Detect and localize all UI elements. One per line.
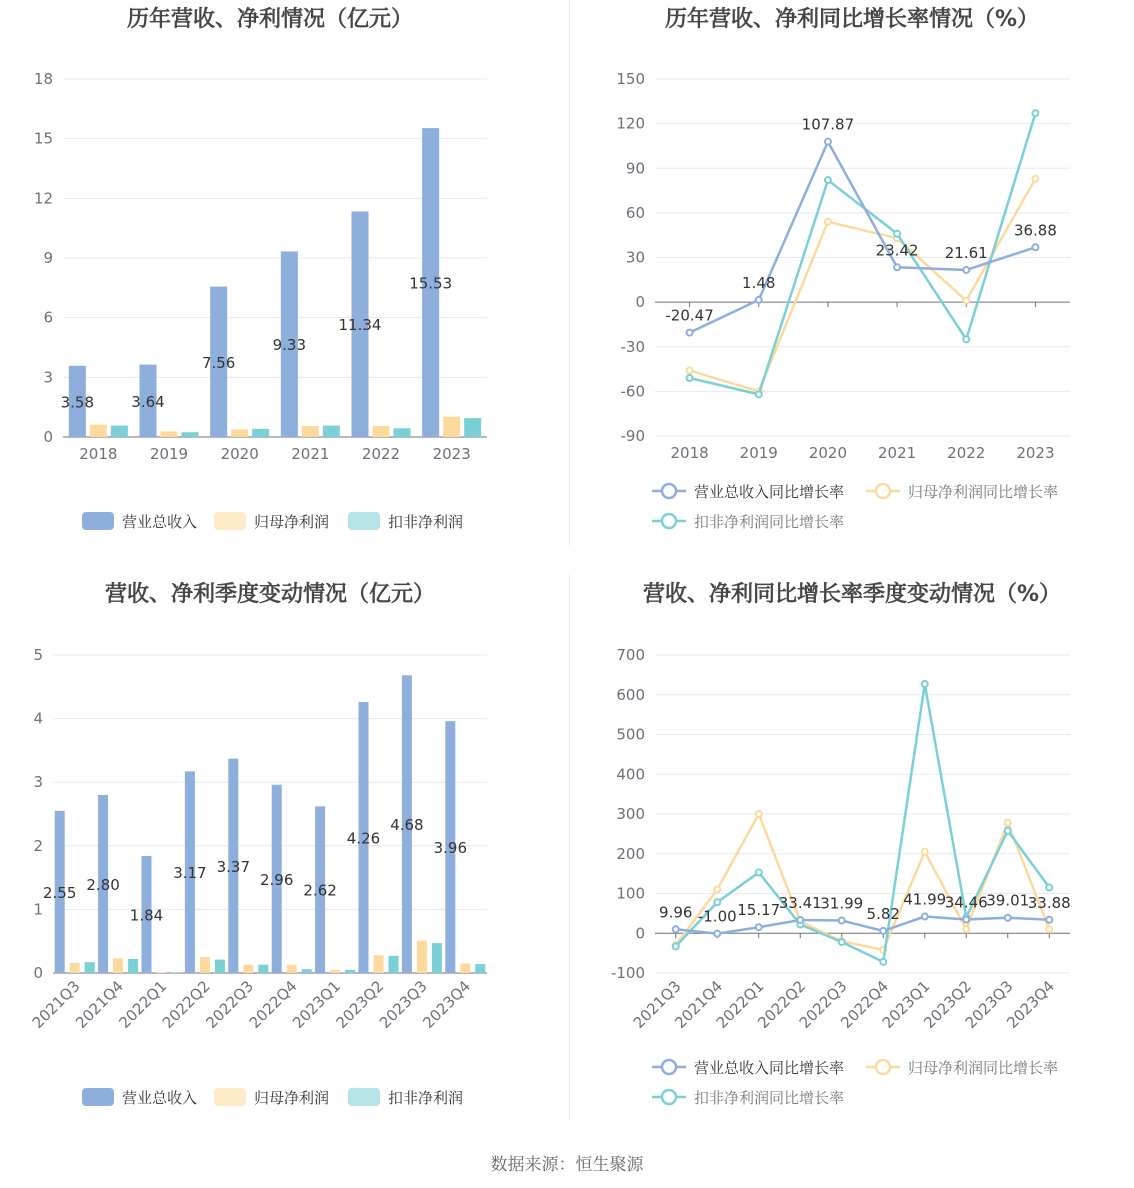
x-tick-label: 2022Q1 (115, 977, 171, 1032)
data-point (1005, 820, 1011, 826)
data-point (963, 267, 969, 273)
data-label: 33.41 (778, 893, 822, 912)
data-label: 107.87 (801, 115, 855, 134)
data-label: 3.17 (173, 864, 207, 883)
data-point (880, 959, 886, 965)
y-tick-label: 400 (616, 765, 645, 784)
data-label: 11.34 (338, 316, 382, 335)
bar (85, 962, 95, 973)
bar (330, 970, 340, 973)
data-label: 2.80 (86, 875, 120, 894)
bar (243, 965, 253, 973)
legend-label: 扣非净利润同比增长率 (694, 513, 845, 531)
data-label: 34.46 (944, 893, 988, 912)
y-tick-label: 0 (33, 964, 43, 982)
x-tick-label: 2022Q1 (712, 977, 768, 1032)
data-label: 4.68 (390, 816, 424, 835)
bar (432, 943, 442, 973)
data-point (797, 917, 803, 923)
data-point (673, 926, 679, 932)
y-tick-label: 0 (43, 428, 53, 446)
data-point (756, 391, 762, 397)
data-point (687, 368, 693, 374)
x-tick-label: 2022Q4 (837, 977, 893, 1032)
x-tick-label: 2022Q3 (795, 977, 851, 1032)
data-point (825, 177, 831, 183)
data-label: 2.62 (303, 881, 337, 900)
y-tick-label: 150 (616, 70, 645, 88)
data-label: 3.37 (216, 857, 251, 876)
data-point (922, 681, 928, 687)
bar (443, 417, 460, 437)
data-label: 23.42 (875, 241, 919, 260)
x-tick-label: 2021Q4 (671, 977, 727, 1032)
data-point (1046, 885, 1052, 891)
y-tick-label: 2 (33, 836, 43, 855)
x-tick-label: 2022 (361, 445, 401, 463)
x-tick-label: 2022Q2 (754, 977, 810, 1032)
data-point (1046, 917, 1052, 923)
data-label: 36.88 (1013, 221, 1057, 240)
legend-marker (876, 484, 890, 498)
data-point (756, 924, 762, 930)
y-tick-label: 500 (616, 725, 645, 744)
bar (90, 425, 107, 437)
data-point (922, 849, 928, 855)
y-tick-label: 15 (33, 129, 53, 148)
data-point (673, 943, 679, 949)
annual-revenue-profit-chart (0, 0, 569, 545)
y-tick-label: 4 (33, 709, 43, 728)
y-tick-label: 100 (616, 884, 645, 903)
bar (252, 429, 269, 437)
data-label: -20.47 (665, 306, 714, 325)
x-tick-label: 2019 (149, 445, 189, 463)
y-tick-label: 600 (616, 685, 645, 704)
data-label: 21.61 (944, 243, 988, 262)
x-tick-label: 2022Q2 (158, 977, 214, 1032)
data-point (922, 914, 928, 920)
x-tick-label: 2023Q4 (419, 977, 475, 1032)
legend-label: 营业总收入同比增长率 (694, 1059, 845, 1077)
bar (113, 958, 123, 973)
x-tick-label: 2018 (670, 444, 709, 462)
legend-label: 营业总收入 (122, 513, 198, 531)
bar (464, 418, 481, 437)
data-point (1032, 176, 1038, 182)
data-point (687, 375, 693, 381)
legend-marker (662, 1060, 676, 1074)
y-tick-label: 9 (43, 249, 53, 267)
y-tick-label: 90 (625, 159, 645, 178)
x-tick-label: 2023Q3 (961, 977, 1017, 1032)
bar (374, 955, 384, 973)
bar (157, 972, 167, 973)
y-tick-label: 120 (616, 114, 645, 133)
legend-label: 归母净利润同比增长率 (908, 1059, 1059, 1077)
data-point (963, 336, 969, 342)
x-tick-label: 2021 (877, 444, 917, 462)
bar (215, 960, 225, 973)
data-label: 3.58 (60, 393, 95, 412)
data-label: 2.55 (42, 883, 77, 902)
bar (460, 963, 470, 973)
data-label: 7.56 (201, 353, 236, 372)
data-point (880, 928, 886, 934)
x-tick-label: 2022Q3 (202, 977, 258, 1032)
series-line (690, 142, 1036, 333)
bar (161, 431, 178, 437)
legend-label: 扣非净利润 (388, 513, 464, 531)
data-label: 39.01 (986, 891, 1030, 910)
x-tick-label: 2023Q2 (332, 977, 388, 1032)
legend-label: 扣非净利润同比增长率 (694, 1089, 845, 1107)
legend-marker (662, 514, 676, 528)
data-label: 2.96 (259, 870, 294, 889)
y-tick-label: 60 (625, 203, 645, 222)
y-tick-label: 3 (33, 773, 43, 792)
legend-marker (876, 1060, 890, 1074)
y-tick-label: 5 (33, 646, 43, 664)
data-point (894, 231, 900, 237)
data-point (839, 918, 845, 924)
x-tick-label: 2020 (808, 444, 848, 462)
y-tick-label: 700 (616, 646, 645, 664)
x-tick-label: 2023Q1 (289, 977, 344, 1032)
y-tick-label: 18 (33, 70, 53, 88)
bar (302, 969, 312, 973)
legend-label: 归母净利润 (254, 1089, 330, 1107)
x-tick-label: 2021Q4 (72, 977, 127, 1032)
bar (128, 959, 138, 973)
bar (389, 956, 399, 973)
legend-swatch (82, 512, 114, 530)
legend-marker (662, 1090, 676, 1104)
legend-label: 归母净利润同比增长率 (908, 483, 1059, 501)
x-tick-label: 2019 (739, 444, 778, 462)
data-label: 9.33 (272, 336, 307, 355)
legend-label: 归母净利润 (254, 513, 330, 531)
data-point (687, 330, 693, 336)
data-source-note: 数据来源：恒生聚源 (490, 1155, 644, 1175)
data-point (839, 939, 845, 945)
annual-growth-rate-chart (570, 0, 1134, 545)
legend-label: 营业总收入 (122, 1089, 198, 1107)
data-point (1005, 828, 1011, 834)
y-tick-label: 300 (616, 805, 645, 823)
data-label: 33.88 (1027, 893, 1071, 912)
bar (373, 426, 390, 437)
y-tick-label: 12 (33, 189, 53, 208)
data-label: 3.96 (433, 839, 468, 858)
data-label: 1.84 (129, 906, 164, 925)
data-point (963, 917, 969, 923)
legend-swatch (348, 1088, 380, 1106)
data-label: 15.53 (409, 274, 453, 293)
bar (111, 426, 128, 437)
x-tick-label: 2023 (1016, 444, 1055, 462)
quarterly-growth-rate-chart (570, 575, 1134, 1120)
bar (394, 428, 411, 437)
data-label: -1.00 (697, 907, 737, 926)
legend-label: 扣非净利润 (388, 1089, 464, 1107)
bar (287, 965, 297, 973)
data-label: 9.96 (659, 903, 693, 922)
quarterly-revenue-profit-chart (0, 575, 569, 1120)
bar (172, 972, 182, 973)
chart-title: 历年营收、净利情况（亿元） (126, 7, 414, 32)
bar (475, 964, 485, 973)
y-tick-label: 0 (635, 293, 645, 312)
x-tick-label: 2022Q4 (245, 977, 301, 1032)
legend-swatch (82, 1088, 114, 1106)
x-tick-label: 2021Q3 (629, 977, 685, 1032)
data-point (714, 887, 720, 893)
y-tick-label: 1 (33, 900, 43, 919)
legend-marker (662, 484, 676, 498)
x-tick-label: 2023Q2 (920, 977, 976, 1032)
x-tick-label: 2023Q3 (375, 977, 431, 1032)
chart-title: 营收、净利同比增长率季度变动情况（%） (642, 582, 1062, 607)
data-label: 1.48 (742, 273, 776, 292)
data-point (1032, 110, 1038, 116)
y-tick-label: 200 (616, 844, 645, 863)
data-point (1005, 915, 1011, 921)
data-point (825, 219, 831, 225)
y-tick-label: -60 (620, 382, 645, 401)
data-point (756, 297, 762, 303)
legend-swatch (214, 1088, 246, 1106)
bar (70, 963, 80, 973)
data-label: 5.82 (866, 904, 900, 923)
bar (200, 957, 210, 973)
data-point (1046, 926, 1052, 932)
chart-title: 历年营收、净利同比增长率情况（%） (664, 7, 1040, 32)
data-label: 41.99 (903, 890, 947, 909)
bar (417, 941, 427, 973)
bar (345, 970, 355, 973)
data-point (963, 926, 969, 932)
data-label: 15.17 (737, 901, 781, 920)
x-tick-label: 2021Q3 (28, 977, 84, 1032)
data-label: 3.64 (131, 392, 165, 411)
data-point (714, 899, 720, 905)
legend-label: 营业总收入同比增长率 (694, 483, 845, 501)
x-tick-label: 2023 (432, 445, 471, 463)
y-tick-label: 30 (625, 248, 645, 267)
y-tick-label: -100 (610, 964, 645, 982)
y-tick-label: 6 (43, 308, 53, 327)
x-tick-label: 2018 (79, 445, 118, 463)
x-tick-label: 2021 (291, 445, 330, 463)
y-tick-label: 3 (43, 368, 53, 387)
y-tick-label: -90 (620, 427, 645, 445)
data-point (963, 298, 969, 304)
data-label: 4.26 (346, 829, 381, 848)
bar (258, 965, 268, 973)
chart-title: 营收、净利季度变动情况（亿元） (104, 582, 436, 607)
data-point (825, 139, 831, 145)
bar (231, 429, 248, 437)
x-tick-label: 2022 (947, 444, 986, 462)
y-tick-label: -30 (620, 337, 645, 356)
x-tick-label: 2023Q1 (878, 977, 934, 1032)
x-tick-label: 2020 (220, 445, 259, 463)
bar (182, 432, 199, 437)
data-point (1032, 244, 1038, 250)
data-label: 31.99 (820, 894, 864, 913)
data-point (756, 869, 762, 875)
data-point (714, 931, 720, 937)
bar (323, 426, 340, 437)
bar (302, 426, 319, 437)
y-tick-label: 0 (635, 924, 645, 943)
series-line (676, 814, 1050, 950)
data-point (894, 264, 900, 270)
data-point (756, 811, 762, 817)
x-tick-label: 2023Q4 (1003, 977, 1059, 1032)
legend-swatch (348, 512, 380, 530)
legend-swatch (214, 512, 246, 530)
